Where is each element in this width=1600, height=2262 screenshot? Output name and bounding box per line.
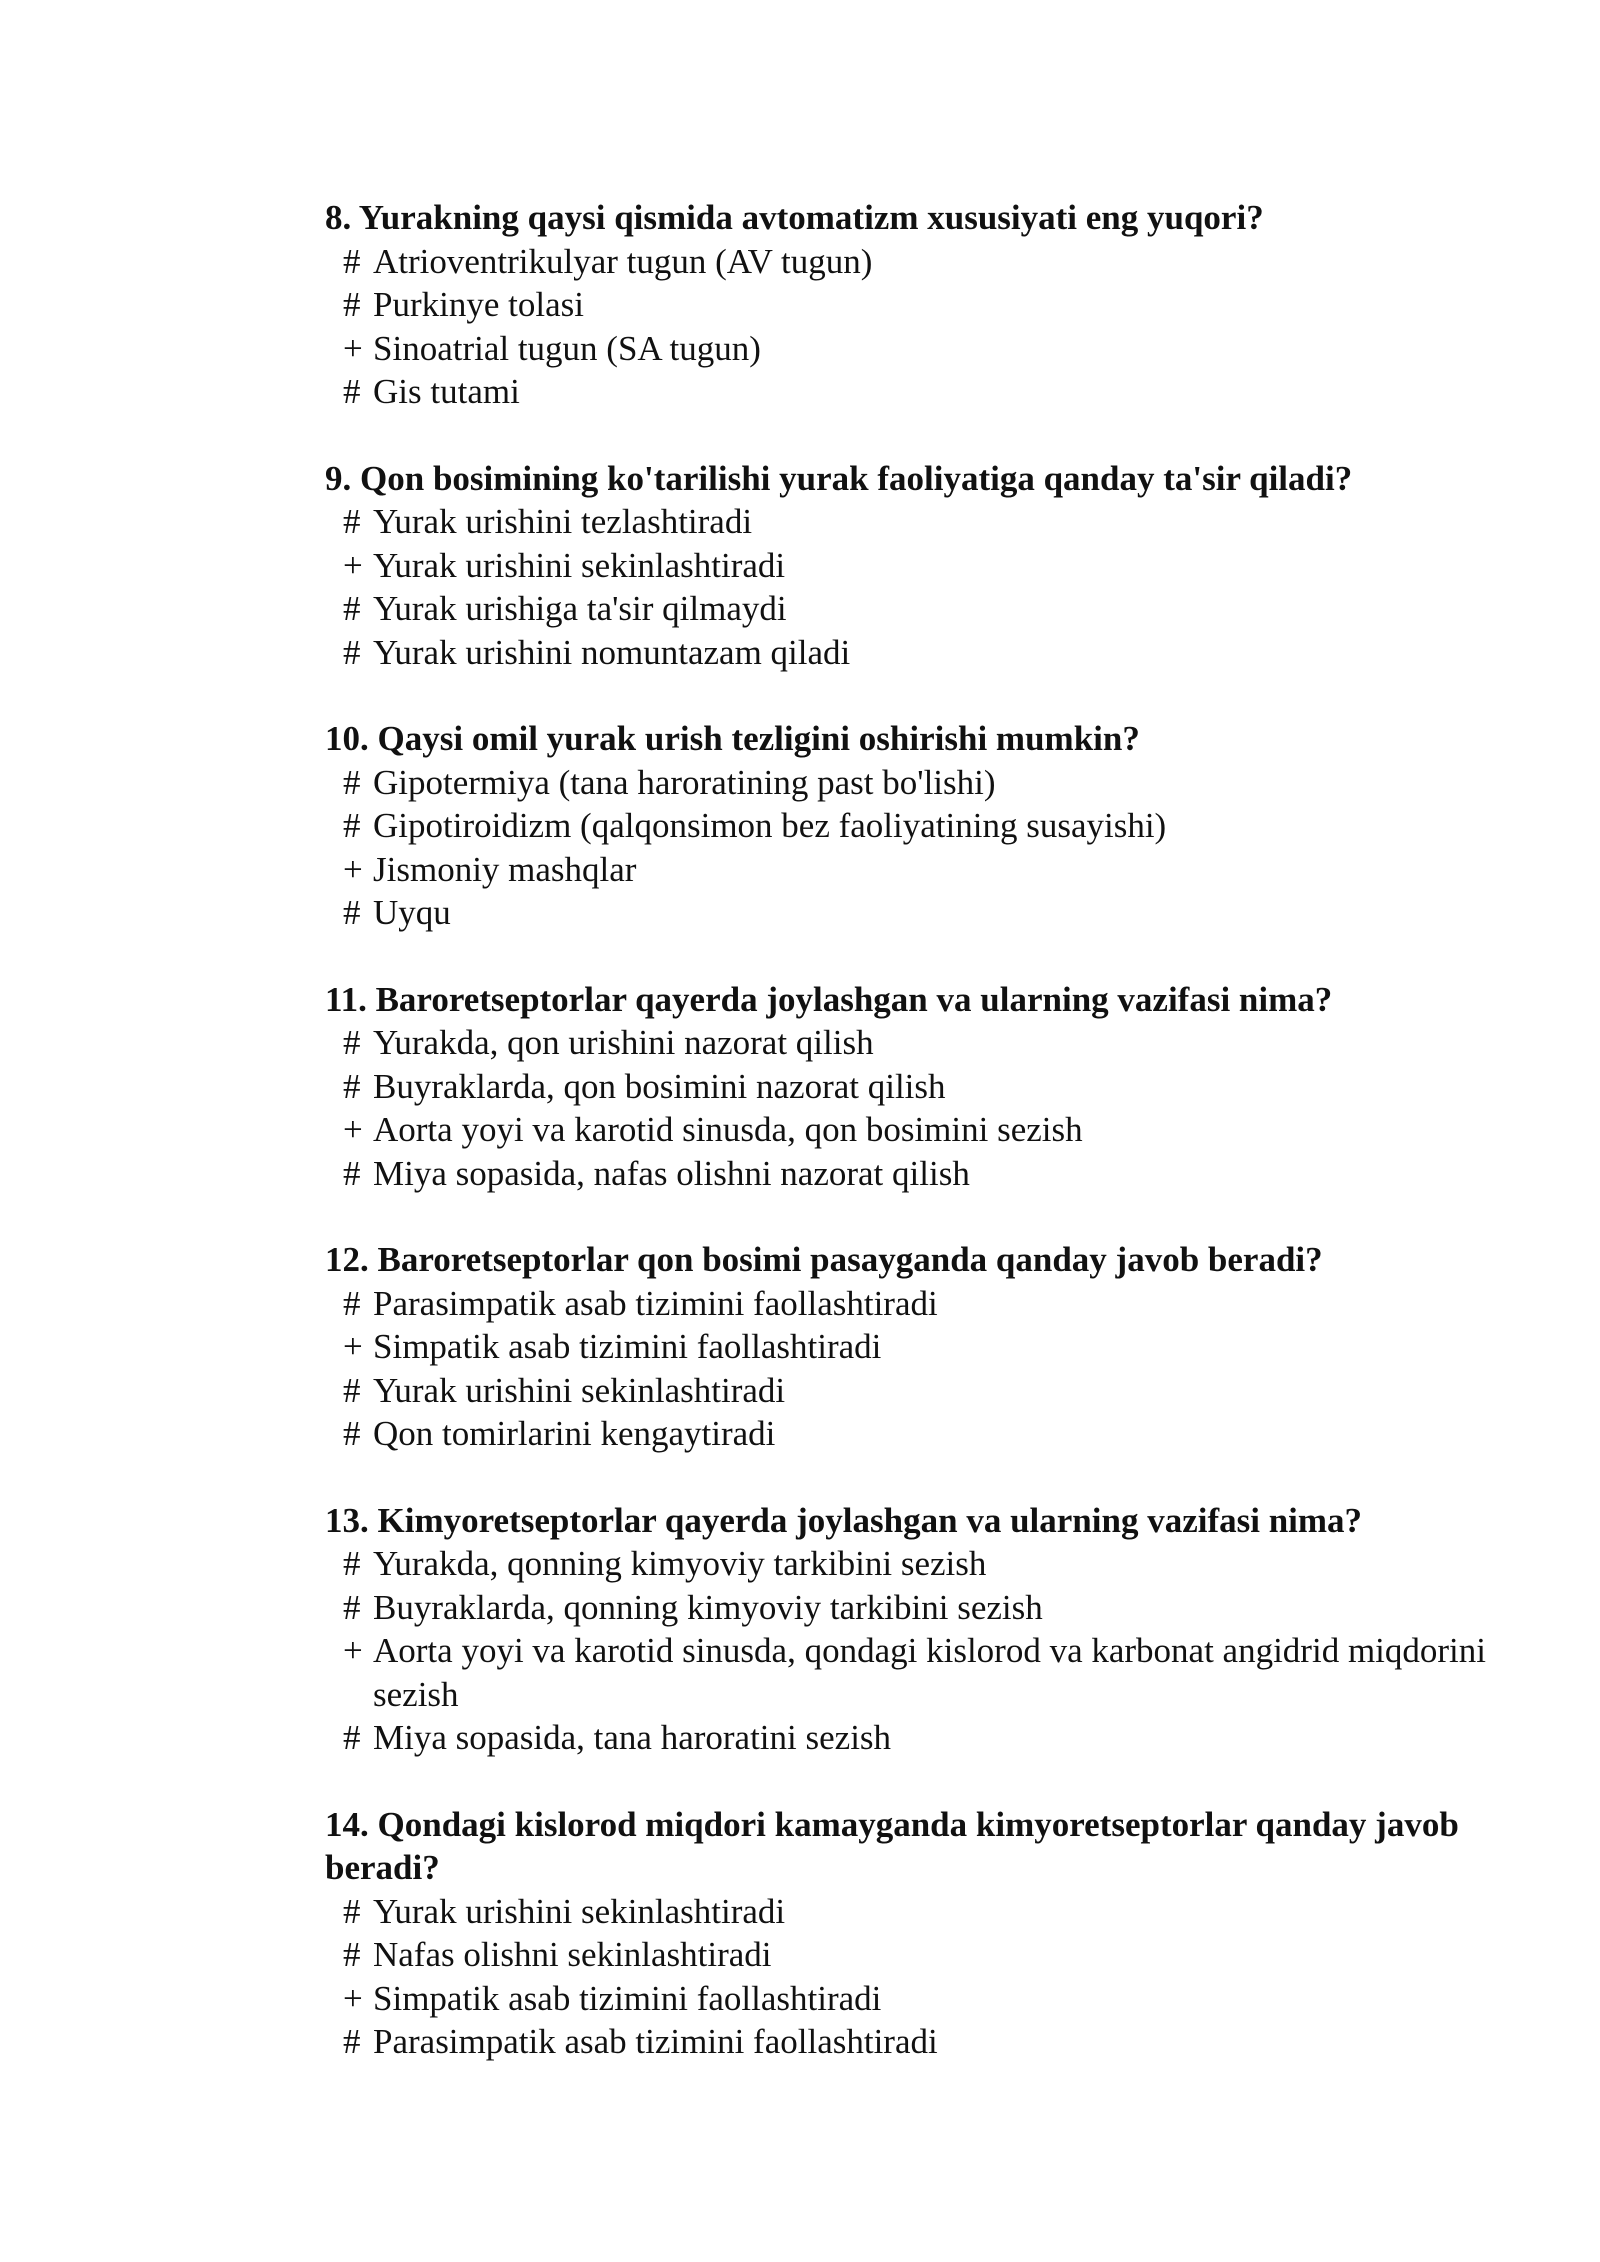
option-text: Buyraklarda, qon bosimini nazorat qilish — [373, 1066, 946, 1106]
answer-options — [325, 1542, 1505, 1760]
answer-option — [325, 240, 1505, 284]
answer-option — [325, 1933, 1505, 1977]
question-block — [325, 1238, 1505, 1456]
correct-marker: + — [343, 328, 363, 368]
question-title: 14. Qondagi kislorod miqdori kamayganda kimyoretseptorlar qanday javob beradi? — [325, 1804, 1459, 1887]
option-text: Yurak urishini sekinlashtiradi — [373, 545, 786, 585]
question-title: 11. Baroretseptorlar qayerda joylashgan va ularning vazifasi nima? — [325, 979, 1333, 1019]
option-marker: # — [343, 806, 361, 845]
answer-option — [325, 1716, 1505, 1760]
option-text: Simpatik asab tizimini faollashtiradi — [373, 1978, 882, 2018]
option-marker: # — [343, 632, 361, 672]
answer-option — [325, 631, 1505, 675]
question-block — [325, 1499, 1505, 1760]
question-title: 9. Qon bosimining ko'tarilishi yurak faoliyatiga qanday ta'sir qiladi? — [325, 458, 1353, 498]
question-block — [325, 717, 1505, 935]
option-marker: # — [343, 1718, 361, 1757]
option-text: Sinoatrial tugun (SA tugun) — [373, 328, 761, 368]
answer-option — [325, 1890, 1505, 1934]
correct-marker: + — [343, 849, 363, 889]
option-text: Atrioventrikulyar tugun (AV tugun) — [373, 241, 873, 281]
answer-option — [325, 1325, 1505, 1369]
option-marker: # — [343, 372, 361, 411]
option-marker: # — [343, 893, 361, 932]
option-text: Yurak urishiga ta'sir qilmaydi — [373, 589, 787, 628]
answer-option — [325, 327, 1505, 371]
option-marker: # — [343, 762, 361, 802]
option-text: Jismoniy mashqlar — [373, 849, 637, 889]
answer-options — [325, 761, 1505, 935]
option-text: Nafas olishni sekinlashtiradi — [373, 1935, 772, 1974]
correct-marker: + — [343, 1110, 363, 1149]
answer-option — [325, 283, 1505, 327]
question-title: 8. Yurakning qaysi qismida avtomatizm xususiyati eng yuqori? — [325, 198, 1264, 237]
option-text: Yurak urishini nomuntazam qiladi — [373, 632, 851, 672]
answer-option — [325, 370, 1505, 414]
option-marker: # — [343, 1283, 361, 1323]
option-marker: # — [343, 1066, 361, 1106]
option-text: Yurak urishini sekinlashtiradi — [373, 1370, 786, 1410]
option-text: Aorta yoyi va karotid sinusda, qondagi kislorod va karbonat angidrid miqdorini sezish — [373, 1631, 1486, 1714]
answer-option — [325, 1065, 1505, 1109]
answer-option — [325, 544, 1505, 588]
option-text: Miya sopasida, tana haroratini sezish — [373, 1718, 892, 1757]
option-text: Gipotermiya (tana haroratining past bo'lishi) — [373, 762, 996, 802]
option-text: Parasimpatik asab tizimini faollashtiradi — [373, 2022, 938, 2061]
option-text: Parasimpatik asab tizimini faollashtiradi — [373, 1283, 938, 1323]
answer-options — [325, 1021, 1505, 1195]
answer-option — [325, 587, 1505, 631]
answer-option — [325, 1021, 1505, 1065]
option-text: Yurak urishini sekinlashtiradi — [373, 1891, 786, 1931]
answer-option — [325, 500, 1505, 544]
answer-options — [325, 240, 1505, 414]
answer-option — [325, 1586, 1505, 1630]
answer-option — [325, 1282, 1505, 1326]
option-text: Yurak urishini tezlashtiradi — [373, 502, 753, 541]
option-marker: # — [343, 1587, 361, 1627]
option-text: Uyqu — [373, 893, 451, 932]
option-marker: # — [343, 1935, 361, 1974]
option-marker: # — [343, 1023, 361, 1062]
option-text: Gis tutami — [373, 372, 520, 411]
correct-marker: + — [343, 1978, 363, 2018]
answer-option — [325, 1369, 1505, 1413]
option-text: Miya sopasida, nafas olishni nazorat qilish — [373, 1153, 970, 1193]
option-marker: # — [343, 589, 361, 628]
option-marker: # — [343, 1544, 361, 1583]
correct-marker: + — [343, 545, 363, 585]
question-title: 13. Kimyoretseptorlar qayerda joylashgan va ularning vazifasi nima? — [325, 1500, 1363, 1540]
answer-option — [325, 1412, 1505, 1456]
option-marker: # — [343, 285, 361, 324]
option-text: Gipotiroidizm (qalqonsimon bez faoliyatining susayishi) — [373, 806, 1167, 845]
answer-option — [325, 1108, 1505, 1152]
answer-option — [325, 1542, 1505, 1586]
question-block — [325, 457, 1505, 675]
answer-option — [325, 761, 1505, 805]
option-marker: # — [343, 241, 361, 281]
question-block — [325, 1803, 1505, 2064]
question-block — [325, 978, 1505, 1196]
option-marker: # — [343, 1891, 361, 1931]
option-marker: # — [343, 1153, 361, 1193]
question-title: 12. Baroretseptorlar qon bosimi pasayganda qanday javob beradi? — [325, 1240, 1323, 1279]
option-marker: # — [343, 502, 361, 541]
correct-marker: + — [343, 1327, 363, 1366]
option-text: Qon tomirlarini kengaytiradi — [373, 1414, 776, 1453]
option-text: Simpatik asab tizimini faollashtiradi — [373, 1327, 882, 1366]
answer-option — [325, 1629, 1505, 1716]
option-text: Yurakda, qonning kimyoviy tarkibini sezish — [373, 1544, 987, 1583]
option-text: Aorta yoyi va karotid sinusda, qon bosimini sezish — [373, 1110, 1083, 1149]
answer-option — [325, 848, 1505, 892]
answer-option — [325, 804, 1505, 848]
answer-options — [325, 1282, 1505, 1456]
answer-options — [325, 1890, 1505, 2064]
question-title: 10. Qaysi omil yurak urish tezligini oshirishi mumkin? — [325, 719, 1140, 758]
answer-option — [325, 1977, 1505, 2021]
question-block — [325, 196, 1505, 414]
answer-option — [325, 891, 1505, 935]
option-text: Buyraklarda, qonning kimyoviy tarkibini sezish — [373, 1587, 1043, 1627]
option-text: Purkinye tolasi — [373, 285, 584, 324]
answer-options — [325, 500, 1505, 674]
option-text: Yurakda, qon urishini nazorat qilish — [373, 1023, 874, 1062]
answer-option — [325, 2020, 1505, 2064]
document-page — [325, 196, 1505, 2107]
answer-option — [325, 1152, 1505, 1196]
option-marker: # — [343, 1414, 361, 1453]
correct-marker: + — [343, 1631, 363, 1670]
option-marker: # — [343, 1370, 361, 1410]
option-marker: # — [343, 2022, 361, 2061]
